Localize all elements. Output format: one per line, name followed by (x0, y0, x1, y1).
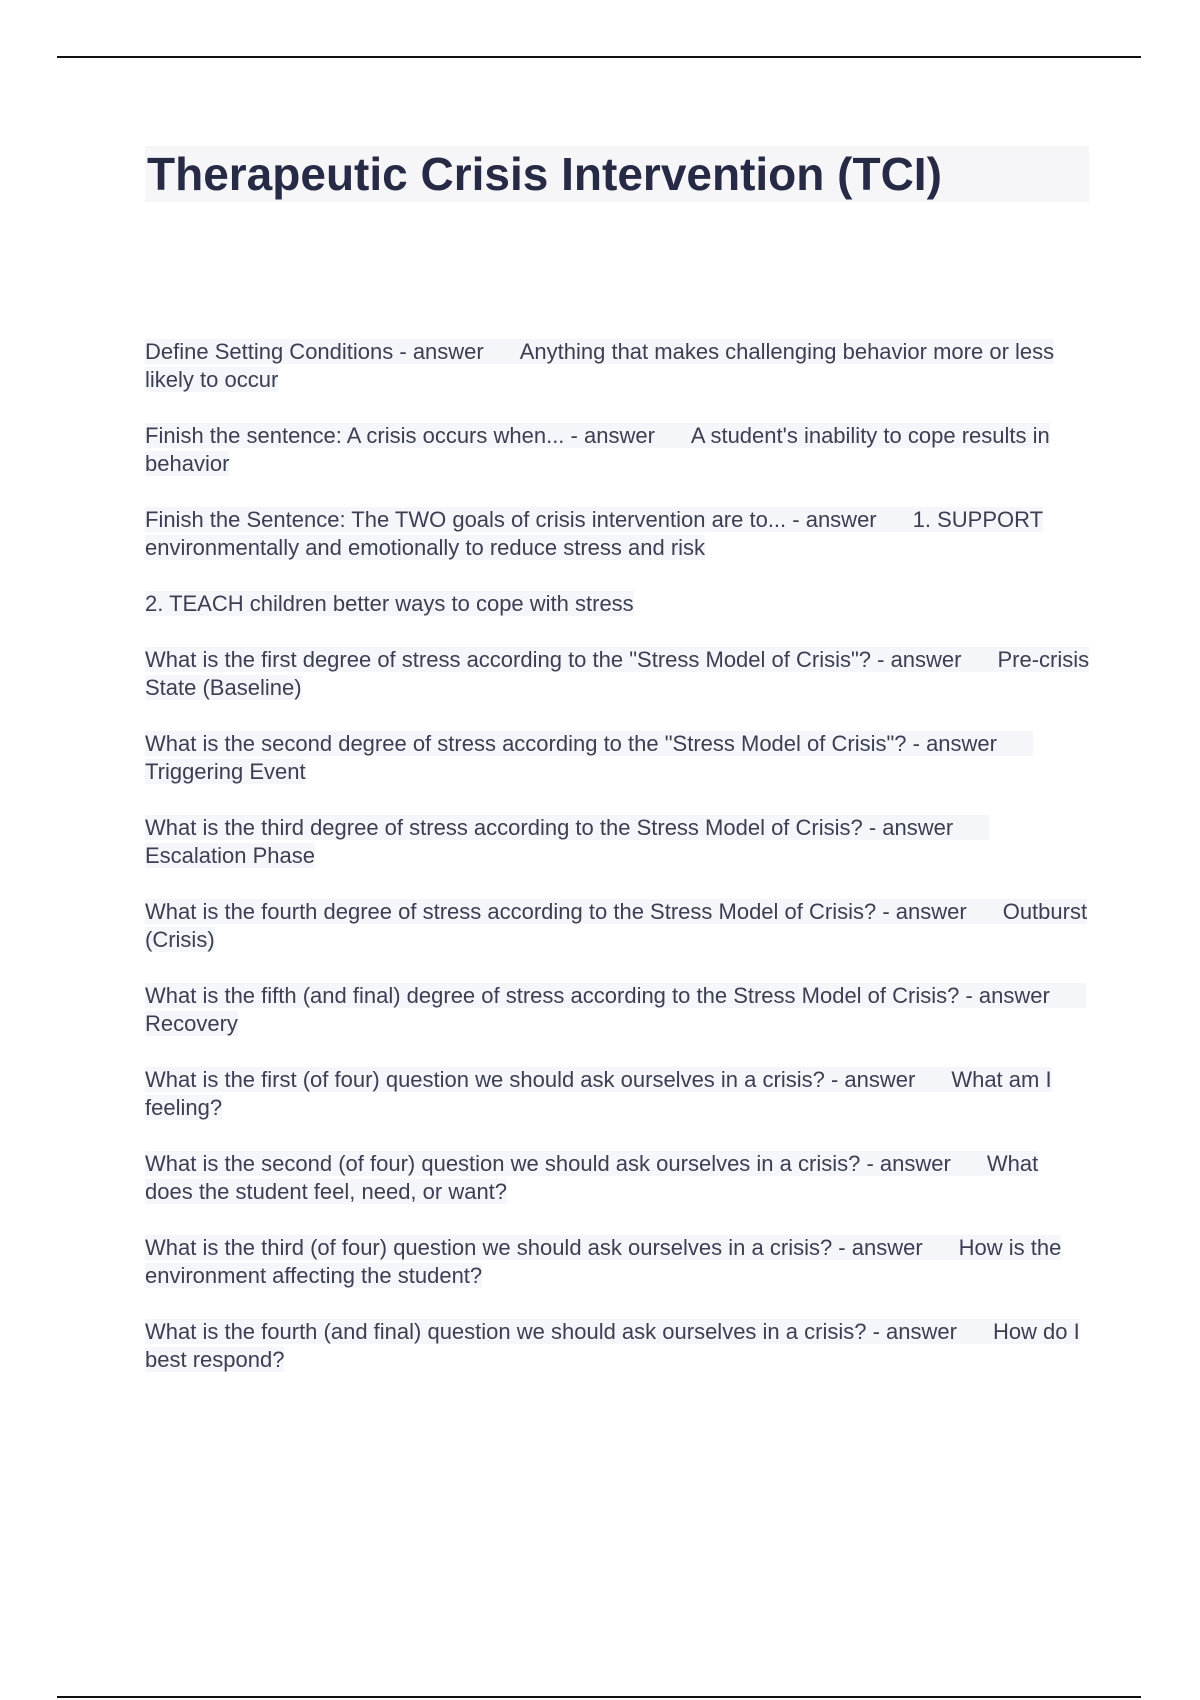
answer-text: 2. TEACH children better ways to cope with stress (145, 591, 634, 616)
question-text: What is the second degree of stress according to the "Stress Model of Crisis"? - answer (145, 731, 997, 756)
qa-item-text (145, 983, 1086, 1036)
qa-item (145, 730, 1090, 786)
qa-item (145, 814, 1090, 870)
qa-item-text (145, 507, 1043, 560)
qa-item-text (145, 339, 1054, 392)
question-text: Finish the Sentence: The TWO goals of crisis intervention are to... - answer (145, 507, 877, 532)
qa-item-text (145, 731, 1033, 784)
question-text: What is the first (of four) question we should ask ourselves in a crisis? - answer (145, 1067, 916, 1092)
question-text: What is the third degree of stress according to the Stress Model of Crisis? - answer (145, 815, 954, 840)
bottom-rule (57, 1696, 1141, 1698)
qa-item (145, 1150, 1090, 1206)
qa-item-text (145, 591, 634, 616)
answer-text: Outburst (Crisis) (145, 899, 1088, 952)
qa-item-text (145, 1235, 1061, 1288)
qa-item (145, 506, 1090, 562)
qa-item (145, 1234, 1090, 1290)
answer-text: Escalation Phase (145, 843, 315, 868)
question-text: What is the fourth (and final) question we should ask ourselves in a crisis? - answer (145, 1319, 957, 1344)
answer-text: How do I best respond? (145, 1319, 1080, 1372)
qa-item (145, 1066, 1090, 1122)
question-text: What is the second (of four) question we should ask ourselves in a crisis? - answer (145, 1151, 951, 1176)
qa-item-text (145, 1319, 1080, 1372)
qa-item-text (145, 1151, 1038, 1204)
answer-text: Triggering Event (145, 759, 306, 784)
question-text: Finish the sentence: A crisis occurs when... - answer (145, 423, 655, 448)
qa-item (145, 898, 1090, 954)
answer-text: Recovery (145, 1011, 238, 1036)
answer-text: 1. SUPPORT environmentally and emotionally to reduce stress and risk (145, 507, 1043, 560)
qa-item (145, 1318, 1090, 1374)
answer-text: A student's inability to cope results in behavior (145, 423, 1050, 476)
top-rule (57, 56, 1141, 58)
qa-item (145, 338, 1090, 394)
qa-item-text (145, 423, 1050, 476)
question-text: What is the fourth degree of stress according to the Stress Model of Crisis? - answer (145, 899, 967, 924)
document-title: Therapeutic Crisis Intervention (TCI) (145, 146, 1089, 202)
qa-item-text (145, 1067, 1052, 1120)
qa-item (145, 422, 1090, 478)
question-text: Define Setting Conditions - answer (145, 339, 484, 364)
qa-item-text (145, 647, 1089, 700)
question-text: What is the first degree of stress according to the "Stress Model of Crisis"? - answer (145, 647, 962, 672)
qa-list (145, 338, 1090, 1402)
qa-item (145, 982, 1090, 1038)
answer-text: Anything that makes challenging behavior more or less likely to occur (145, 339, 1055, 392)
question-text: What is the third (of four) question we should ask ourselves in a crisis? - answer (145, 1235, 923, 1260)
answer-text: Pre-crisis State (Baseline) (145, 647, 1090, 700)
qa-item (145, 646, 1090, 702)
answer-text: How is the environment affecting the student? (145, 1235, 1062, 1288)
answer-text: What does the student feel, need, or want? (145, 1151, 1039, 1204)
question-text: What is the fifth (and final) degree of stress according to the Stress Model of Crisis? - answer (145, 983, 1050, 1008)
answer-text: What am I feeling? (145, 1067, 1052, 1120)
qa-item-text (145, 815, 989, 868)
qa-item (145, 590, 1090, 618)
qa-item-text (145, 899, 1087, 952)
